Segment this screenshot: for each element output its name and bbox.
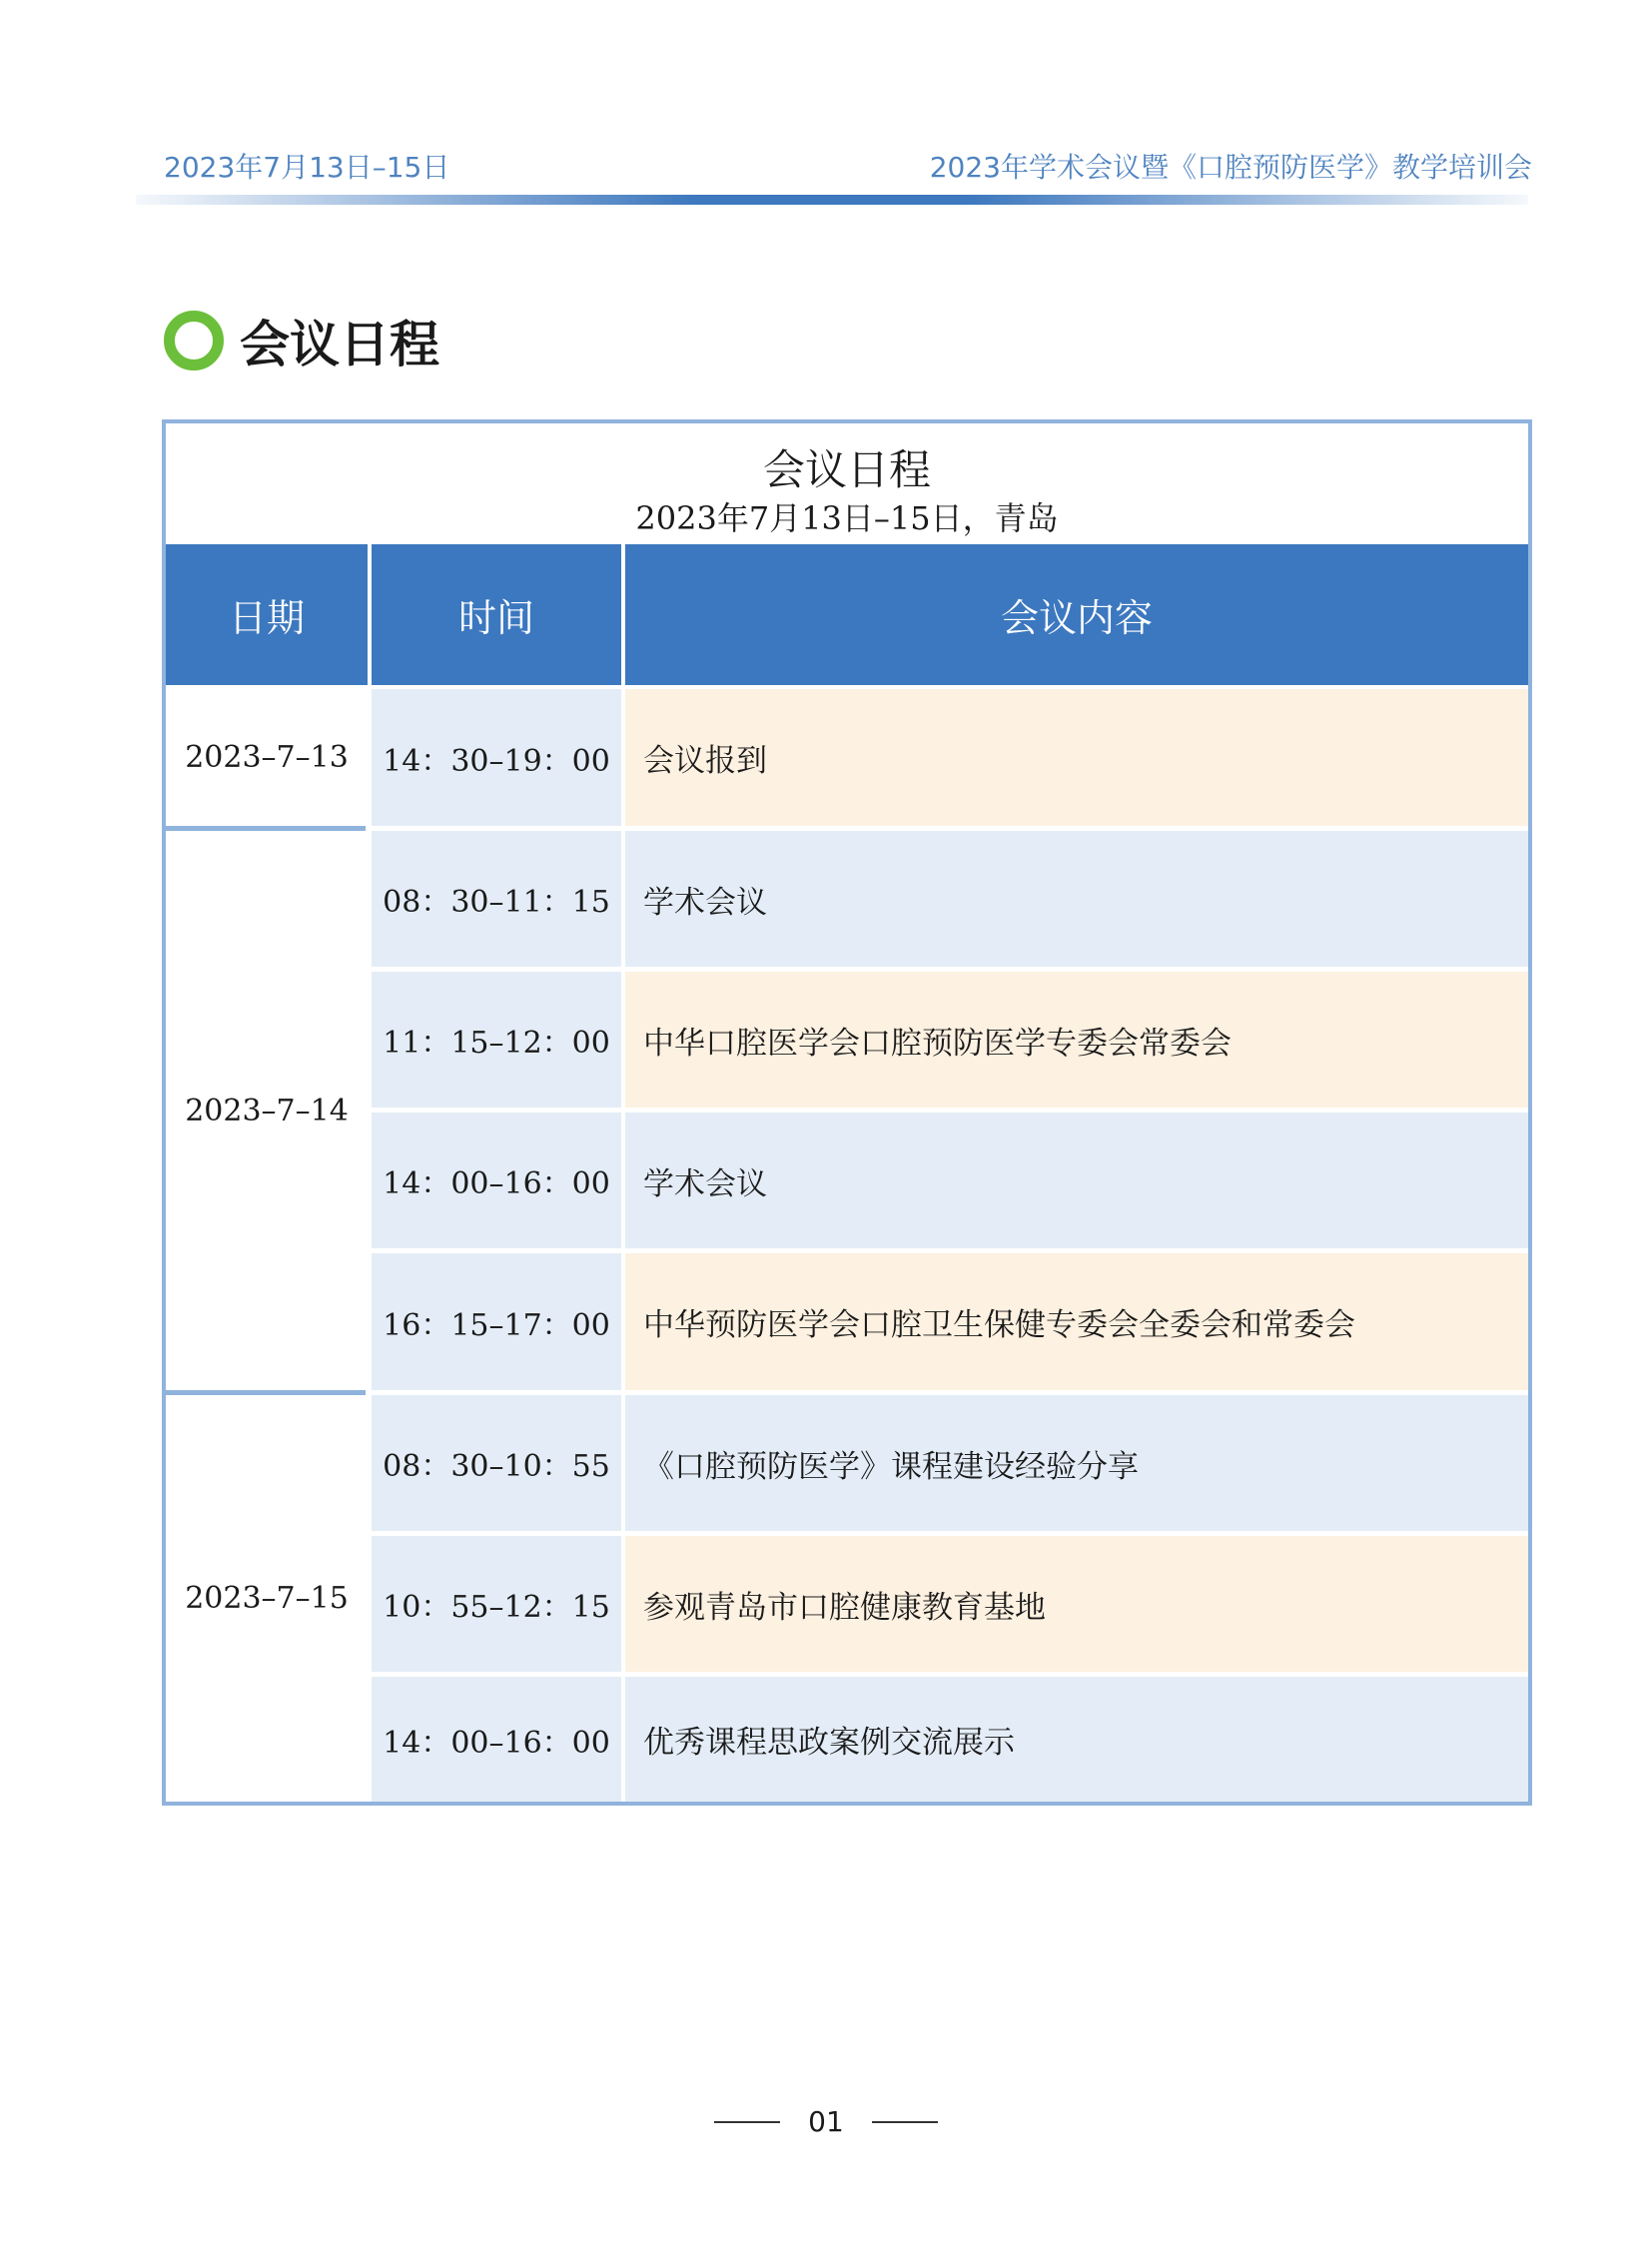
schedule-table (162, 419, 1532, 1806)
page-number: 01 (808, 2105, 844, 2138)
content-cell: 会议报到 (625, 689, 1528, 826)
header-date-range: 2023年7月13日–15日 (164, 151, 450, 184)
content-cell: 学术会议 (625, 831, 1528, 967)
time-cell: 14：30–19：00 (372, 689, 621, 826)
column-header-date: 日期 (166, 544, 368, 685)
header-conference-name: 2023年学术会议暨《口腔预防医学》教学培训会 (929, 151, 1532, 184)
section-title: 会议日程 (240, 316, 439, 374)
date-cell-day1: 2023–7–13 (166, 689, 368, 826)
date-cell-day3: 2023–7–15 (166, 1395, 368, 1802)
content-cell: 学术会议 (625, 1113, 1528, 1248)
time-cell: 10：55–12：15 (372, 1536, 621, 1672)
time-cell: 16：15–17：00 (372, 1253, 621, 1390)
content-cell: 参观青岛市口腔健康教育基地 (625, 1536, 1528, 1672)
content-cell: 优秀课程思政案例交流展示 (625, 1677, 1528, 1802)
column-header-time: 时间 (372, 544, 621, 685)
column-header-content: 会议内容 (625, 544, 1528, 685)
time-cell: 08：30–11：15 (372, 831, 621, 967)
header-divider (136, 195, 1528, 205)
content-cell: 中华预防医学会口腔卫生保健专委会全委会和常委会 (625, 1253, 1528, 1390)
table-title: 会议日程 (762, 445, 931, 494)
table-subtitle: 2023年7月13日–15日，青岛 (635, 499, 1059, 537)
time-cell: 08：30–10：55 (372, 1395, 621, 1531)
time-cell: 14：00–16：00 (372, 1113, 621, 1248)
date-cell-day2: 2023–7–14 (166, 831, 368, 1390)
ring-icon (164, 311, 224, 371)
footer-rule-left (714, 2121, 780, 2123)
page-footer (0, 2105, 1652, 2138)
content-cell: 《口腔预防医学》课程建设经验分享 (625, 1395, 1528, 1531)
time-cell: 11：15–12：00 (372, 972, 621, 1108)
footer-rule-right (872, 2121, 938, 2123)
content-cell: 中华口腔医学会口腔预防医学专委会常委会 (625, 972, 1528, 1108)
section-heading (164, 305, 439, 376)
time-cell: 14：00–16：00 (372, 1677, 621, 1802)
